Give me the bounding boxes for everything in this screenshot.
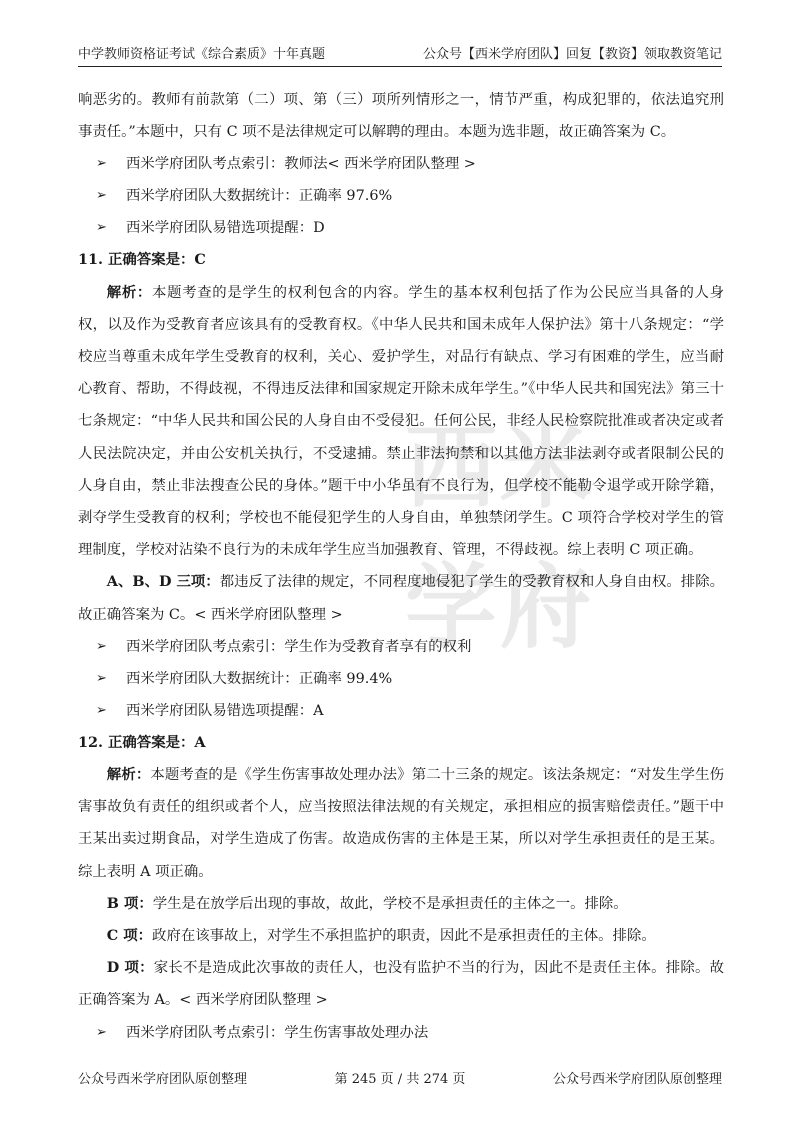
list-item: ➢ 西米学府团队易错选项提醒：A (78, 695, 724, 727)
watermark-char: 米 (500, 414, 593, 521)
question-12-title: 12. 正确答案是：A (78, 733, 206, 751)
list-item: ➢ 西米学府团队大数据统计：正确率 97.6% (78, 180, 724, 212)
question-11-title: 11. 正确答案是：C (78, 251, 206, 269)
arrow-bullet-icon: ➢ (96, 1024, 107, 1040)
page-footer (78, 1068, 722, 1087)
footer-left: 公众号西米学府团队原创整理 (78, 1072, 248, 1087)
watermark-char: 府 (500, 554, 593, 661)
watermark-char: 学 (405, 554, 498, 661)
watermark-char: 西 (405, 414, 498, 521)
list-item: ➢ 西米学府团队考点索引：教师法< 西米学府团队整理 > (78, 148, 724, 180)
arrow-bullet-icon: ➢ (96, 188, 107, 204)
list-item: ➢ 西米学府团队考点索引：学生作为受教育者享有的权利 (78, 631, 724, 663)
arrow-bullet-icon: ➢ (96, 156, 107, 172)
header-divider (78, 66, 722, 67)
question-12-option-d: D 项：家长不是造成此次事故的责任人，也没有监护不当的行为，因此不是责任主体。排除。故正确答案为 A。< 西米学府团队整理 > (78, 959, 724, 1009)
question-12-option-b: B 项：学生是在放学后出现的事故，故此，学校不是承担责任的主体之一。排除。 (106, 894, 628, 912)
header-left-title: 中学教师资格证考试《综合素质》十年真题 (78, 47, 326, 62)
header-right-note: 公众号【西米学府团队】回复【教资】领取教资笔记 (422, 47, 722, 62)
footer-right: 公众号西米学府团队原创整理 (552, 1072, 722, 1087)
list-item: ➢ 西米学府团队易错选项提醒：D (78, 212, 724, 244)
question-12-option-c: C 项：政府在该事故上，对学生不承担监护的职责，因此不是承担责任的主体。排除。 (106, 927, 656, 945)
arrow-bullet-icon: ➢ (96, 702, 107, 718)
question-11-option-note: A、B、D 三项：都违反了法律的规定，不同程度地侵犯了学生的受教育权和人身自由权。排除。故正确答案为 C。< 西米学府团队整理 > (78, 573, 724, 623)
list-item: ➢ 西米学府团队大数据统计：正确率 99.4% (78, 663, 724, 695)
page-content (78, 84, 724, 1049)
page-header (78, 42, 722, 62)
question-12-analysis: 解析：本题考查的是《学生伤害事故处理办法》第二十三条的规定。该法条规定：“对发生学生伤害事故负有责任的组织或者个人，应当按照法律法规的有关规定，承担相应的损害赔偿责任。”题干中王某出卖过期食品，对学生造成了伤害。故造成伤害的主体是王某，所以对学生承担责任的是王某。综上表明 A 项正确。 (78, 766, 724, 880)
arrow-bullet-icon: ➢ (96, 638, 107, 654)
list-item: ➢ 西米学府团队考点索引：学生伤害事故处理办法 (78, 1017, 724, 1049)
arrow-bullet-icon: ➢ (96, 220, 107, 236)
intro-paragraph: 响恶劣的。教师有前款第（二）项、第（三）项所列情形之一，情节严重，构成犯罪的，依法追究刑事责任。”本题中，只有 C 项不是法律规定可以解聘的理由。本题为选非题，故正确答案为 C。 (78, 92, 724, 141)
page-number: 第 245 页 / 共 274 页 (334, 1072, 466, 1087)
question-11-analysis: 解析：本题考查的是学生的权利包含的内容。学生的基本权利包括了作为公民应当具备的人身权，以及作为受教育者应该具有的受教育权。《中华人民共和国未成年人保护法》第十八条规定：“学校应当尊重未成年学生受教育的权利，关心、爱护学生，对品行有缺点、学习有困难的学生，应当耐心教育、帮助，不得歧视，不得违反法律和国家规定开除未成年学生。”《中华人民共和国宪法》第三十七条规定：“中华人民共和国公民的人身自由不受侵犯。任何公民，非经人民检察院批准或者决定或者人民法院决定，并由公安机关执行，不受逮捕。禁止非法拘禁和以其他方法非法剥夺或者限制公民的人身自由，禁止非法搜查公民的身体。”题干中小华虽有不良行为，但学校不能勒令退学或开除学籍，剥夺学生受教育的权利；学校也不能侵犯学生的人身自由，单独禁闭学生。C 项符合学校对学生的管理制度，学校对沾染不良行为的未成年学生应当加强教育、管理，不得歧视。综上表明 C 项正确。 (78, 283, 724, 559)
arrow-bullet-icon: ➢ (96, 670, 107, 686)
